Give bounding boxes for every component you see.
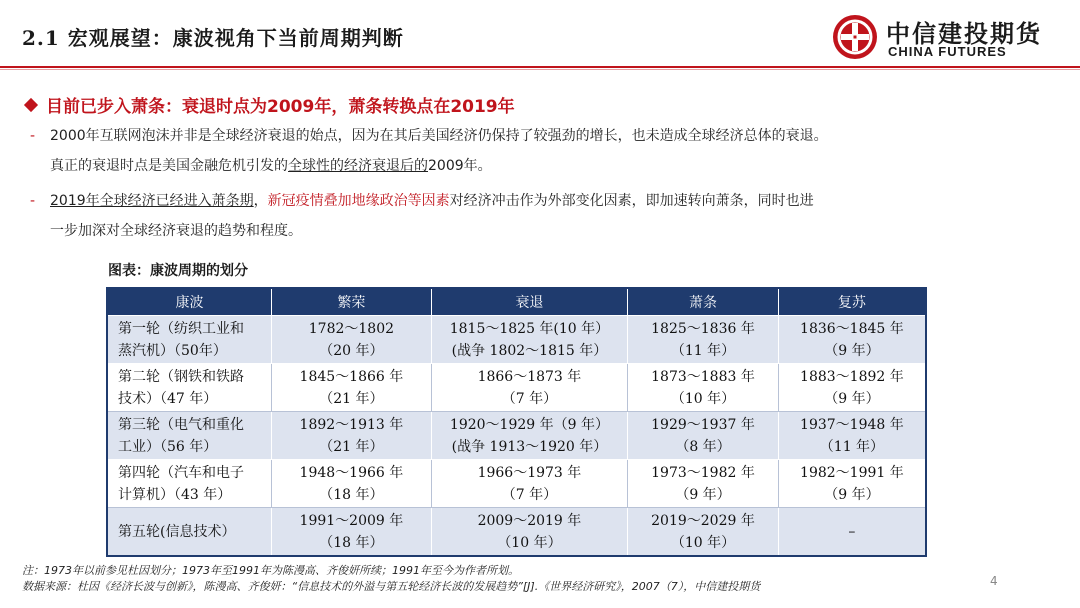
p2-a: 2019年全球经济已经进入萧条期 [50, 193, 254, 209]
citic-logo-icon [832, 14, 878, 60]
table-row [107, 412, 926, 460]
kondratieff-cycle-table [106, 287, 927, 557]
table-caption: 图表：康波周期的划分 [108, 263, 248, 279]
table-header-row [107, 288, 926, 316]
company-logo [832, 12, 1072, 62]
header-divider-thin [0, 69, 1080, 70]
table-cell: 1883～1892 年 （9 年） [778, 364, 926, 412]
table-cell: 1966～1973 年 （7 年） [431, 460, 627, 508]
table-cell: 1982～1991 年 （9 年） [778, 460, 926, 508]
p2-b: ， [253, 193, 268, 209]
p2-c: 新冠疫情叠加地缘政治等因素 [267, 193, 450, 209]
table-cell: 1866～1873 年 （7 年） [431, 364, 627, 412]
paragraph-2 [30, 190, 814, 243]
dash-bullet-icon: - [30, 128, 36, 144]
table-cell: 第一轮（纺织工业和 蒸汽机）（50年） [107, 316, 272, 364]
table-cell: 1825～1836 年 （11 年） [628, 316, 779, 364]
diamond-bullet-icon [24, 98, 38, 112]
logo-english-name: CHINA FUTURES [888, 44, 1007, 59]
p1-line2c: 2009年。 [428, 158, 492, 174]
p2-d: 对经济冲击作为外部变化因素，即加速转向萧条，同时也进 [449, 193, 814, 209]
table-row [107, 508, 926, 557]
header-cell: 繁荣 [272, 288, 432, 316]
bullet-text: 目前已步入萧条：衰退时点为2009年，萧条转换点在2019年 [46, 97, 515, 117]
dash-bullet-icon: - [30, 193, 36, 209]
p2-line2: 一步加深对全球经济衰退的趋势和程度。 [50, 223, 302, 239]
p1-line1: 2000年互联网泡沫并非是全球经济衰退的始点，因为在其后美国经济仍保持了较强劲的增长，也未造成全球经济总体的衰退。 [50, 128, 828, 144]
table-cell: – [778, 508, 926, 557]
table-cell: 1845～1866 年 （21 年） [272, 364, 432, 412]
table-cell: 1782～1802 （20 年） [272, 316, 432, 364]
p1-line2b: 全球性的经济衰退后的 [288, 158, 428, 174]
paragraph-1 [30, 125, 828, 178]
table-cell: 1892～1913 年 （21 年） [272, 412, 432, 460]
table-cell: 1920～1929 年（9 年） (战争 1913～1920 年） [431, 412, 627, 460]
table-cell: 1948～1966 年 （18 年） [272, 460, 432, 508]
table-cell: 1815～1825 年(10 年） (战争 1802～1815 年） [431, 316, 627, 364]
page-title: 2.1 宏观展望：康波视角下当前周期判断 [22, 26, 404, 50]
data-source: 数据来源：杜因《经济长波与创新》，陈漫高、齐俊妍：“信息技术的外溢与第五轮经济长波的发展趋势”[J].《世界经济研究》，2007（7），中信建投期货 [22, 580, 761, 593]
table-row [107, 460, 926, 508]
section-bullet [26, 92, 515, 117]
p1-line2a: 真正的衰退时点是美国金融危机引发的 [50, 158, 288, 174]
page-number: 4 [990, 574, 998, 588]
table-cell: 1937～1948 年 （11 年） [778, 412, 926, 460]
header-cell: 衰退 [431, 288, 627, 316]
table-row [107, 316, 926, 364]
table-cell: 第五轮(信息技术） [107, 508, 272, 557]
table-cell: 2019～2029 年 （10 年） [628, 508, 779, 557]
table-row [107, 364, 926, 412]
table-cell: 1991～2009 年 （18 年） [272, 508, 432, 557]
table-cell: 第二轮（钢铁和铁路 技术）（47 年） [107, 364, 272, 412]
header-divider [0, 66, 1080, 68]
header-cell: 萧条 [628, 288, 779, 316]
table-cell: 第三轮（电气和重化 工业）（56 年） [107, 412, 272, 460]
table-cell: 1836～1845 年 （9 年） [778, 316, 926, 364]
header-cell: 复苏 [778, 288, 926, 316]
table-cell: 1973～1982 年 （9 年） [628, 460, 779, 508]
table-cell: 2009～2019 年 （10 年） [431, 508, 627, 557]
table-note: 注：1973年以前参见杜因划分；1973年至1991年为陈漫高、齐俊妍所续；1991年至今为作者所划。 [22, 564, 519, 577]
logo-chinese-name: 中信建投期货 [886, 20, 1042, 48]
table-cell: 1929～1937 年 （8 年） [628, 412, 779, 460]
header-cell: 康波 [107, 288, 272, 316]
table-cell: 1873～1883 年 （10 年） [628, 364, 779, 412]
table-cell: 第四轮（汽车和电子 计算机）（43 年） [107, 460, 272, 508]
